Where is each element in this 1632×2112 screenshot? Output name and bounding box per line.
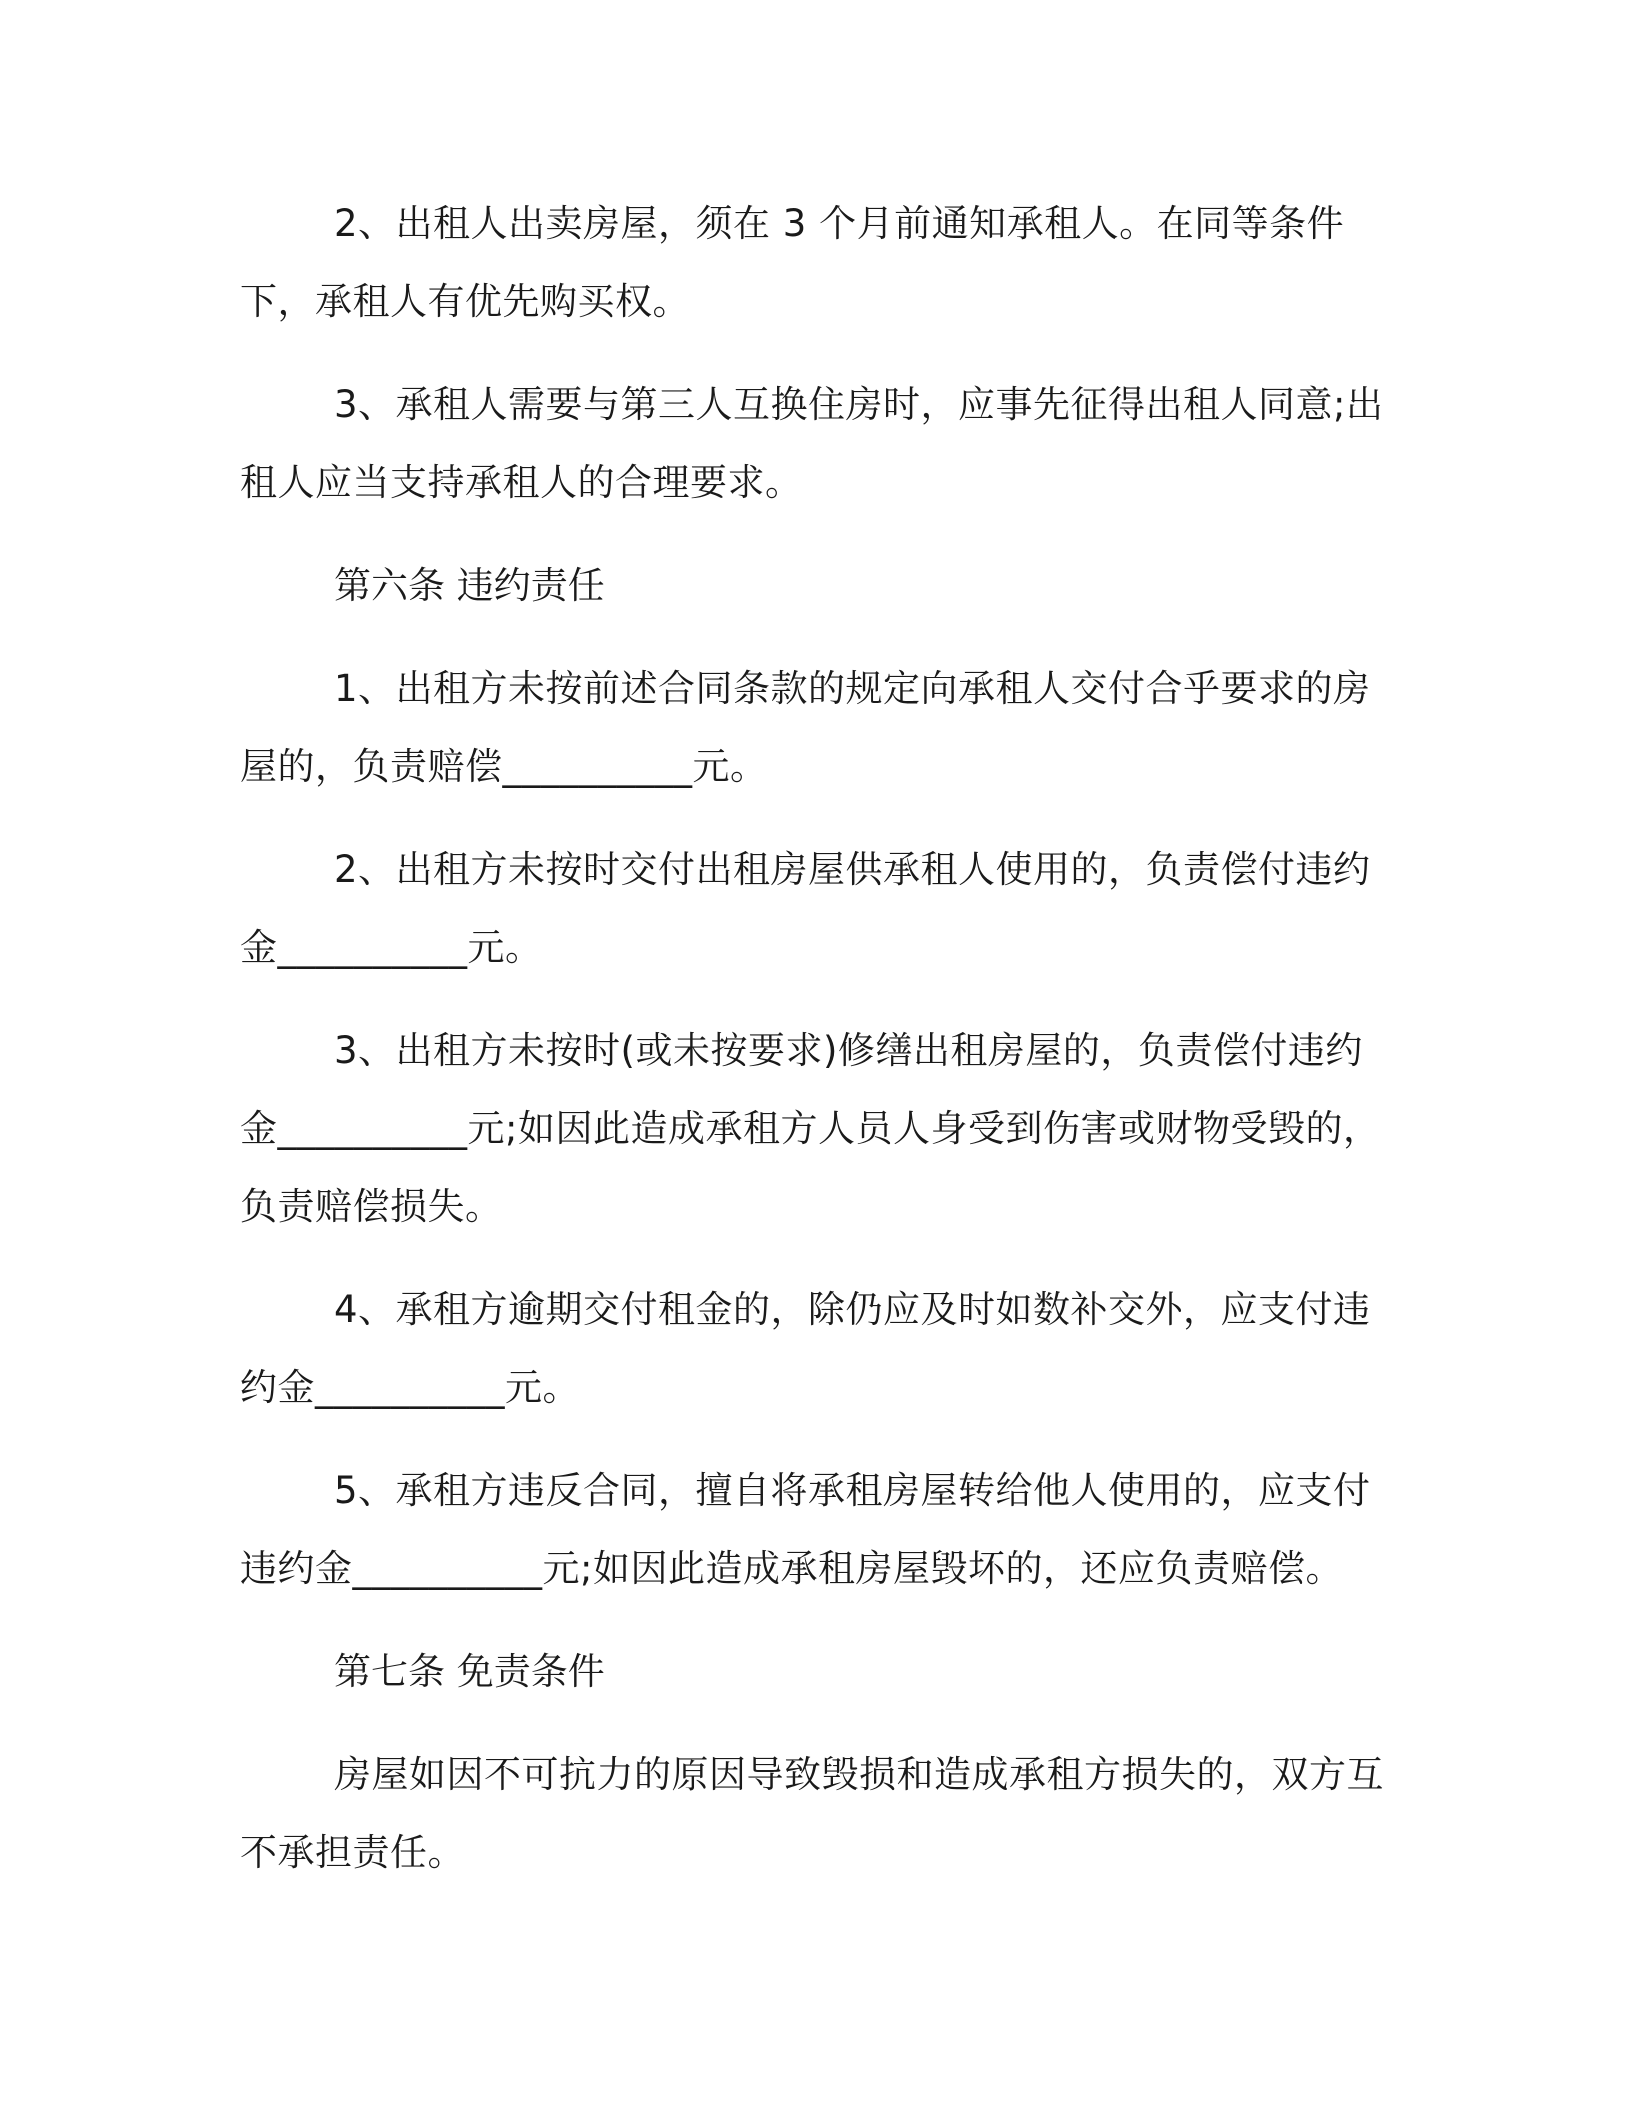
clause-paragraph: 3、出租方未按时(或未按要求)修缮出租房屋的，负责偿付违约金__________元;如因此造成承租方人员人身受到伤害或财物受毁的，负责赔偿损失。: [240, 1029, 1381, 1228]
section-heading: 第六条 违约责任: [334, 564, 605, 607]
clause-paragraph: 2、出租方未按时交付出租房屋供承租人使用的，负责偿付违约金__________元。: [240, 848, 1371, 969]
clause-paragraph: 房屋如因不可抗力的原因导致毁损和造成承租方损失的，双方互不承担责任。: [240, 1753, 1384, 1874]
clause-paragraph: 3、承租人需要与第三人互换住房时，应事先征得出租人同意;出租人应当支持承租人的合理要求。: [240, 383, 1384, 504]
document-body: [240, 185, 1390, 1917]
clause-paragraph: 5、承租方违反合同，擅自将承租房屋转给他人使用的，应支付违约金__________元;如因此造成承租房屋毁坏的，还应负责赔偿。: [240, 1469, 1371, 1590]
clause-paragraph: 2、出租人出卖房屋，须在 3 个月前通知承租人。在同等条件下，承租人有优先购买权。: [240, 202, 1345, 323]
clause-paragraph: 1、出租方未按前述合同条款的规定向承租人交付合乎要求的房屋的，负责赔偿__________元。: [240, 667, 1371, 788]
clause-paragraph: 4、承租方逾期交付租金的，除仍应及时如数补交外，应支付违约金__________元。: [240, 1288, 1371, 1409]
section-heading: 第七条 免责条件: [334, 1650, 605, 1693]
